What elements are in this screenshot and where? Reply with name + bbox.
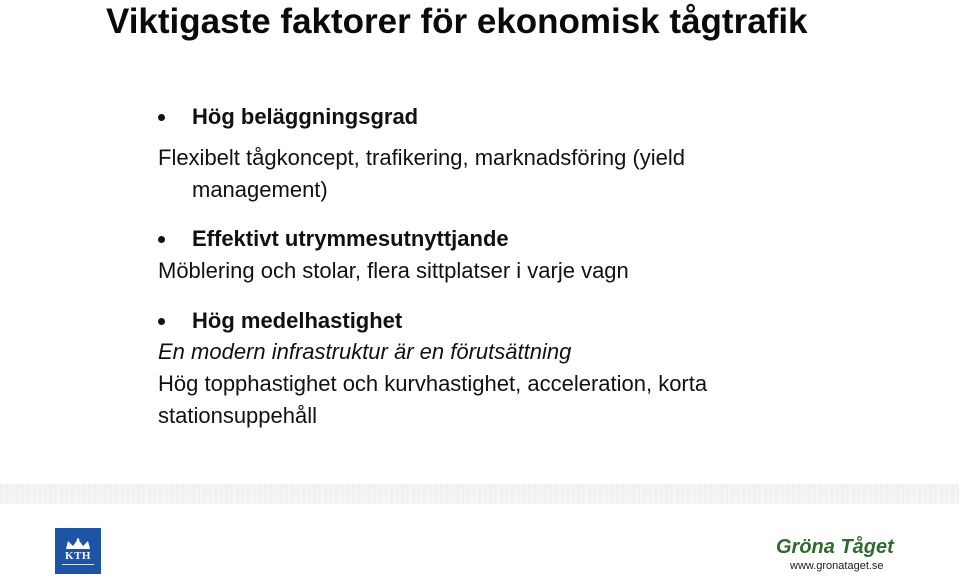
bullet-icon bbox=[158, 318, 165, 325]
body-text-line-italic: En modern infrastruktur är en förutsättning bbox=[158, 339, 572, 364]
bullet-heading-text: Hög beläggningsgrad bbox=[192, 104, 419, 129]
body-text-line: Flexibelt tågkoncept, trafikering, marknadsföring (yield bbox=[158, 145, 686, 170]
kth-logo-text: KTH bbox=[65, 549, 91, 562]
body-text-line: Hög topphastighet och kurvhastighet, acceleration, korta bbox=[158, 371, 708, 396]
slide-title: Viktigaste faktorer för ekonomisk tågtrafik bbox=[106, 2, 808, 41]
bullet-icon bbox=[158, 114, 165, 121]
bullet-heading-text: Hög medelhastighet bbox=[192, 308, 403, 333]
bullet-heading-text: Effektivt utrymmesutnyttjande bbox=[192, 226, 509, 251]
slide-footer bbox=[0, 484, 959, 576]
bullet-heading-space bbox=[158, 224, 918, 254]
bullet-heading-occupancy bbox=[158, 102, 918, 132]
footer-texture bbox=[0, 484, 959, 504]
slide-content bbox=[158, 98, 918, 432]
grona-taget-logo: Gröna Tåget bbox=[776, 536, 894, 558]
bullet-icon bbox=[158, 236, 165, 243]
grona-taget-url: www.gronataget.se bbox=[790, 560, 884, 572]
kth-logo bbox=[55, 528, 101, 574]
kth-crown-icon bbox=[63, 538, 93, 550]
body-text-line: management) bbox=[192, 177, 328, 202]
kth-logo-rule bbox=[62, 564, 94, 565]
bullet-heading-speed bbox=[158, 306, 918, 336]
body-text-line: stationsuppehåll bbox=[158, 403, 318, 428]
body-text-line: Möblering och stolar, flera sittplatser i varje vagn bbox=[158, 258, 629, 283]
